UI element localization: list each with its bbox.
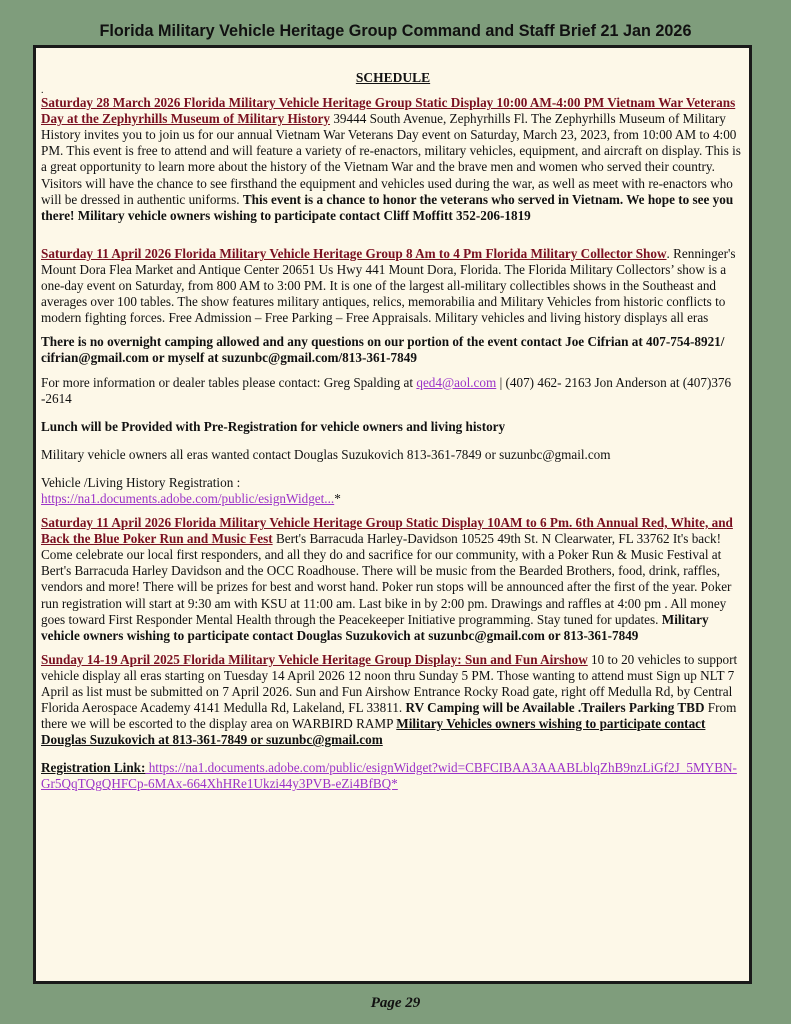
event-contact: Military Vehicles owners wishing to participate contact Douglas Suzukovich at 813-361-7849 or suzunbc@gmail.com xyxy=(41,716,706,748)
schedule-heading: SCHEDULE xyxy=(355,70,431,85)
camping-notice: There is no overnight camping allowed and any questions on our portion of the event contact Joe Cifrian at 407-754-8921/ cifrian@gmail.com or myself at suzunbc@gmail.com/813-361-7849 xyxy=(41,334,725,366)
event-sun-and-fun xyxy=(41,652,745,749)
registration-link[interactable]: https://na1.documents.adobe.com/public/esignWidget... xyxy=(41,490,335,506)
dealer-phones: | (407) 462- 2163 Jon Anderson at (407)376 -2614 xyxy=(41,374,732,406)
event-zephyrhills xyxy=(41,95,745,224)
registration-star: * xyxy=(334,490,341,506)
sun-fun-registration xyxy=(41,760,745,792)
event-contact: This event is a chance to honor the veterans who served in Vietnam. We hope to see you there! Military vehicle owners wishing to participate contact Cliff Moffitt 352-206-1819 xyxy=(41,191,734,223)
event-poker-run xyxy=(41,515,745,644)
event-title[interactable]: Saturday 28 March 2026 Florida Military Vehicle Heritage Group Static Display 10:00 AM-4:00 PM Vietnam War Veterans Day at the Zephyrhills Museum of Military History xyxy=(41,95,736,127)
event-title[interactable]: Sunday 14-19 April 2025 Florida Military Vehicle Heritage Group Display: Sun and Fun Airshow xyxy=(41,651,588,667)
lunch-notice: Lunch will be Provided with Pre-Registration for vehicle owners and living history xyxy=(41,418,506,434)
registration-line xyxy=(41,491,745,507)
event-body-2: From there we will be escorted to the display area on WARBIRD RAMP xyxy=(41,700,737,732)
registration-link[interactable]: https://na1.documents.adobe.com/public/esignWidget?wid=CBFCIBAA3AAABLblqZhB9nzLiGf2J_5MYBN-Gr5QqTQgQHFCp-6MAx-664XhHRe1Ukzi44y3PVB-eZi4BfBQ* xyxy=(41,760,737,792)
document-header: Florida Military Vehicle Heritage Group Command and Staff Brief 21 Jan 2026 xyxy=(99,22,692,40)
dealer-info-text: For more information or dealer tables please contact: Greg Spalding at xyxy=(41,374,417,390)
event-contact: Military vehicle owners wishing to participate contact Douglas Suzukovich at suzunbc@gmail.com or 813-361-7849 xyxy=(41,611,709,643)
registration-label: Registration Link: xyxy=(41,760,146,776)
event-body: . Renninger's Mount Dora Flea Market and Antique Center 20651 Us Hwy 441 Mount Dora, Florida. The Florida Military Collectors’ show is a one-day event on Saturday, from 800 AM to 3:00 PM. It is one of the largest all-military collectibles shows in the Southeast and averages over 100 tables. The show features military antiques, relics, memorabilia and Military Vehicles from historic conflicts to modern fighting forces. Free Admission – Free Parking – Free Appraisals. Military vehicles and living history displays all eras xyxy=(41,245,736,326)
dealer-email-link[interactable]: qed4@aol.com xyxy=(416,374,497,390)
event-body: Bert's Barracuda Harley-Davidson 10525 49th St. N Clearwater, FL 33762 It's back! Come celebrate our local first responders, and all they do and sacrifice for our community, with a Poker Run & Music Festival at Bert's Barracuda Harley Davidson and the OCC Roadhouse. There will be music from the Bearded Brothers, food, drink, raffles, vendors and more! There will be prizes for best and worst hand. Poker run stops will be announced after the first of the year. Poker run registration will start at 9:30 am with KSU at 11:00 am. Last bike in by 2:00 pm. Drawings and raffles at 4:00 pm . All money goes toward First Responder Mental Health through the Peacekeeper Initiative programming. Stay tuned for updates. xyxy=(41,531,732,627)
schedule-panel xyxy=(33,45,752,984)
rv-camping-notice: RV Camping will be Available .Trailers Parking TBD xyxy=(405,700,705,716)
leading-dot: . xyxy=(41,85,44,97)
event-title[interactable]: Saturday 11 April 2026 Florida Military Vehicle Heritage Group 8 Am to 4 Pm Florida Military Collector Show xyxy=(41,245,667,261)
event-collector-show xyxy=(41,246,745,326)
event-body: 39444 South Avenue, Zephyrhills Fl. The Zephyrhills Museum of Military History invites you to join us for our annual Vietnam War Veterans Day event on Saturday, March 23, 2023, from 10:00 AM to 4:00 PM. This event is free to attend and will feature a variety of re-enactors, military vehicles, equipment, and aircraft on display. This is a great opportunity to learn more about the history of the Vietnam War and the brave men and women who served their country. Visitors will have the chance to see firsthand the equipment and vehicles used during the war, as well as meet with re-enactors who will be dressed in authentic uniforms. xyxy=(41,111,741,207)
event-title[interactable]: Saturday 11 April 2026 Florida Military Vehicle Heritage Group Static Display 10AM to 6 Pm. 6th Annual Red, White, and Back the Blue Poker Run and Music Fest xyxy=(41,515,733,547)
owners-contact: Military vehicle owners all eras wanted contact Douglas Suzukovich 813-361-7849 or suzunbc@gmail.com xyxy=(41,446,611,462)
event-body: 10 to 20 vehicles to support vehicle display all eras starting on Tuesday 14 April 2026 12 noon thru Sunday 5 PM. Those wanting to attend must Sign up NLT 7 April as list must be submitted on 7 April 2026. Sun and Fun Airshow Entrance Rocky Road gate, right off Medulla Rd, by Central Florida Aerospace Academy 4141 Medulla Rd, Lakeland, FL 33811. xyxy=(41,651,738,716)
registration-label: Vehicle /Living History Registration : xyxy=(41,474,241,490)
schedule-content xyxy=(41,70,745,793)
dealer-info xyxy=(41,375,745,407)
page-number: Page 29 xyxy=(370,995,421,1011)
